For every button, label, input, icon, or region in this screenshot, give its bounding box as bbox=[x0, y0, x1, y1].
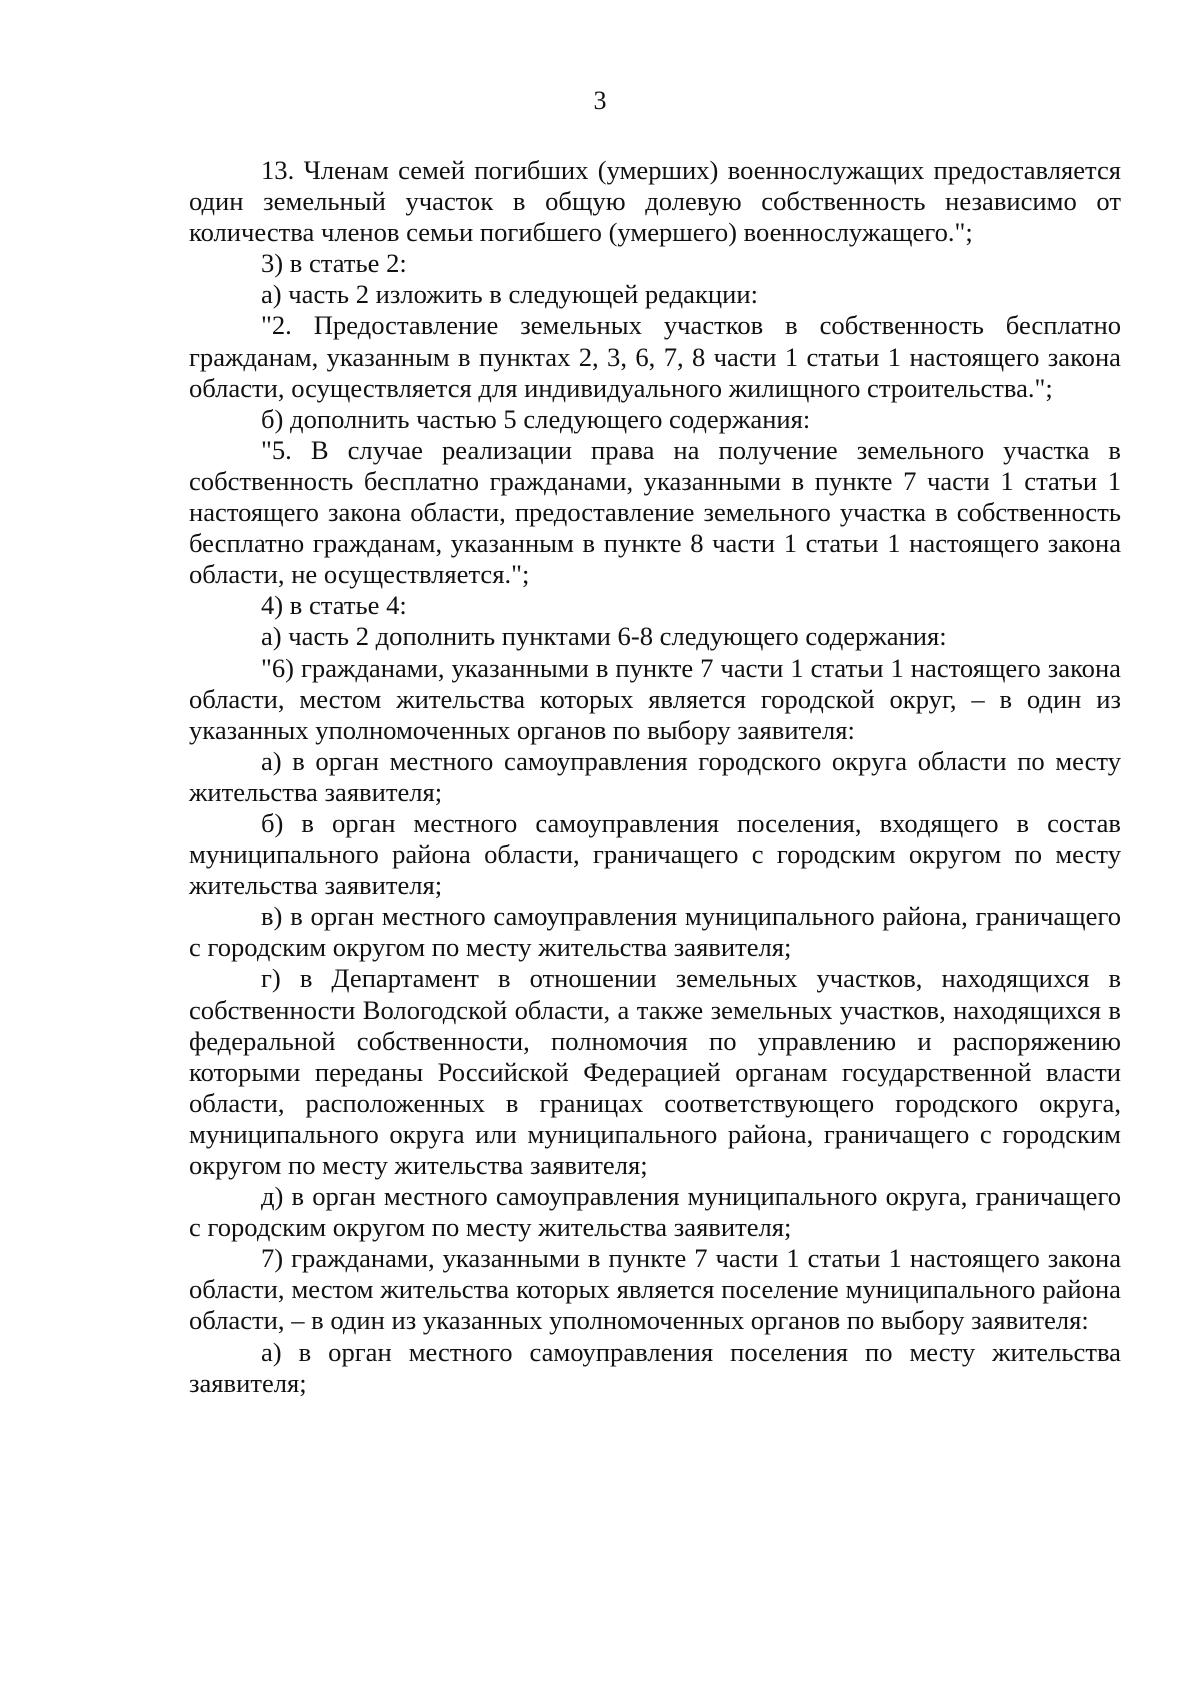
paragraph-subitem-a: а) часть 2 изложить в следующей редакции: bbox=[261, 279, 758, 310]
paragraph-point-6-g: г) в Департамент в отношении земельных участков, находящихся в собственности Вологодской области, а также земельных участков, находящихся в федеральной собственности, полномочия по управлению и распоряжению которыми переданы Российской Федерацией органам государственной власти области, расположенных в границах соответствующего городского округа, муниципального округа или муниципального района, граничащего с городским округом по месту жительства заявителя; bbox=[189, 963, 1121, 1180]
paragraph-subitem-a-2: а) часть 2 дополнить пунктами 6-8 следующего содержания: bbox=[261, 621, 947, 652]
document-body bbox=[189, 155, 1121, 1399]
paragraph-point-6-d: д) в орган местного самоуправления муниципального округа, граничащего с городским округом по месту жительства заявителя; bbox=[189, 1181, 1121, 1243]
paragraph-13-family-members: 13. Членам семей погибших (умерших) военнослужащих предоставляется один земельный участок в общую долевую собственность независимо от количества членов семьи погибшего (умершего) военнослужащего."; bbox=[189, 155, 1121, 248]
paragraph-point-7-a: а) в орган местного самоуправления поселения по месту жительства заявителя; bbox=[189, 1336, 1121, 1398]
paragraph-part-2-text: "2. Предоставление земельных участков в собственность бесплатно гражданам, указанным в пунктах 2, 3, 6, 7, 8 части 1 статьи 1 настоящего закона области, осуществляется для индивидуального жилищного строительства."; bbox=[189, 310, 1121, 403]
paragraph-subitem-b: б) дополнить частью 5 следующего содержания: bbox=[261, 403, 811, 434]
paragraph-item-4: 4) в статье 4: bbox=[261, 590, 407, 621]
paragraph-point-6: "6) гражданами, указанными в пункте 7 части 1 статьи 1 настоящего закона области, местом жительства которых является городской округ, – в один из указанных уполномоченных органов по выбору заявителя: bbox=[189, 652, 1121, 745]
paragraph-point-6-b: б) в орган местного самоуправления поселения, входящего в состав муниципального района области, граничащего с городским округом по месту жительства заявителя; bbox=[189, 807, 1121, 901]
paragraph-point-6-v: в) в орган местного самоуправления муниципального района, граничащего с городским округом по месту жительства заявителя; bbox=[189, 901, 1121, 963]
paragraph-point-7: 7) гражданами, указанными в пункте 7 части 1 статьи 1 настоящего закона области, местом жительства которых является поселение муниципального района области, – в один из указанных уполномоченных органов по выбору заявителя: bbox=[189, 1243, 1121, 1336]
paragraph-item-3: 3) в статье 2: bbox=[261, 248, 407, 279]
paragraph-part-5-text: "5. В случае реализации права на получение земельного участка в собственность бесплатно гражданами, указанными в пункте 7 части 1 статьи 1 настоящего закона области, предоставление земельного участка в собственность бесплатно гражданам, указанным в пункте 8 части 1 статьи 1 настоящего закона области, не осуществляется."; bbox=[189, 434, 1121, 590]
page-number: 3 bbox=[593, 86, 607, 115]
paragraph-point-6-a: а) в орган местного самоуправления городского округа области по месту жительства заявителя; bbox=[189, 745, 1121, 807]
